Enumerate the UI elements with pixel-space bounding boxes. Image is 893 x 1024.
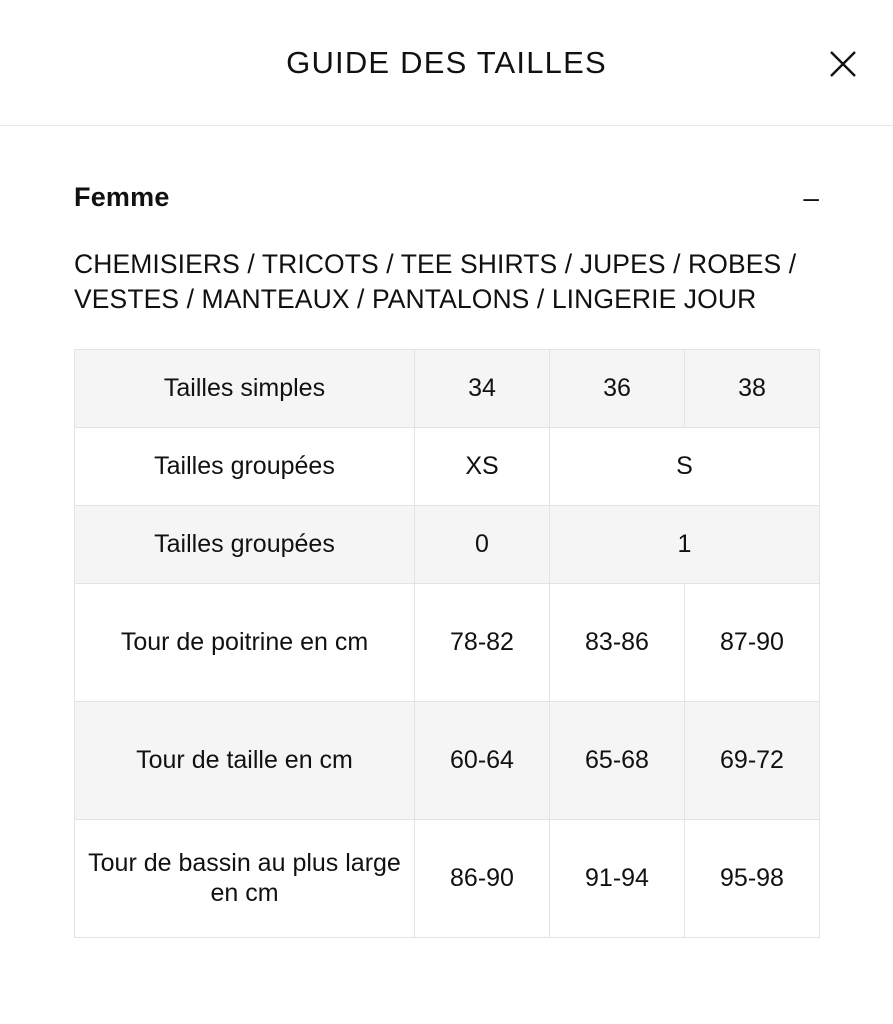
modal-body <box>0 126 893 1024</box>
table-row <box>75 701 820 819</box>
section-header-femme[interactable] <box>74 182 819 213</box>
table-cell: 36 <box>550 349 685 427</box>
table-cell: 34 <box>415 349 550 427</box>
table-cell: 78-82 <box>415 583 550 701</box>
minus-icon[interactable]: – <box>803 181 819 213</box>
table-row-label: Tailles groupées <box>75 427 415 505</box>
modal-header <box>0 0 893 126</box>
table-cell: XS <box>415 427 550 505</box>
table-cell: 0 <box>415 505 550 583</box>
table-row <box>75 505 820 583</box>
table-cell: 1 <box>550 505 820 583</box>
section-title: Femme <box>74 182 170 212</box>
table-cell: S <box>550 427 820 505</box>
table-row <box>75 583 820 701</box>
category-list: CHEMISIERS / TRICOTS / TEE SHIRTS / JUPES / ROBES / VESTES / MANTEAUX / PANTALONS / LINGERIE JOUR <box>74 249 797 314</box>
table-cell: 65-68 <box>550 701 685 819</box>
close-icon <box>827 48 859 80</box>
size-table-body <box>75 349 820 937</box>
table-cell: 60-64 <box>415 701 550 819</box>
table-row-label: Tour de poitrine en cm <box>75 583 415 701</box>
table-row-label: Tour de taille en cm <box>75 701 415 819</box>
table-row <box>75 349 820 427</box>
table-row-label: Tailles simples <box>75 349 415 427</box>
table-cell: 91-94 <box>550 819 685 937</box>
size-table <box>74 349 820 938</box>
table-cell: 83-86 <box>550 583 685 701</box>
table-cell: 69-72 <box>685 701 820 819</box>
table-row-label: Tailles groupées <box>75 505 415 583</box>
close-button[interactable] <box>821 42 865 86</box>
table-cell: 38 <box>685 349 820 427</box>
table-cell: 87-90 <box>685 583 820 701</box>
table-row <box>75 819 820 937</box>
page-title: GUIDE DES TAILLES <box>286 44 607 80</box>
table-cell: 95-98 <box>685 819 820 937</box>
table-cell: 86-90 <box>415 819 550 937</box>
table-row-label: Tour de bassin au plus large en cm <box>75 819 415 937</box>
table-row <box>75 427 820 505</box>
